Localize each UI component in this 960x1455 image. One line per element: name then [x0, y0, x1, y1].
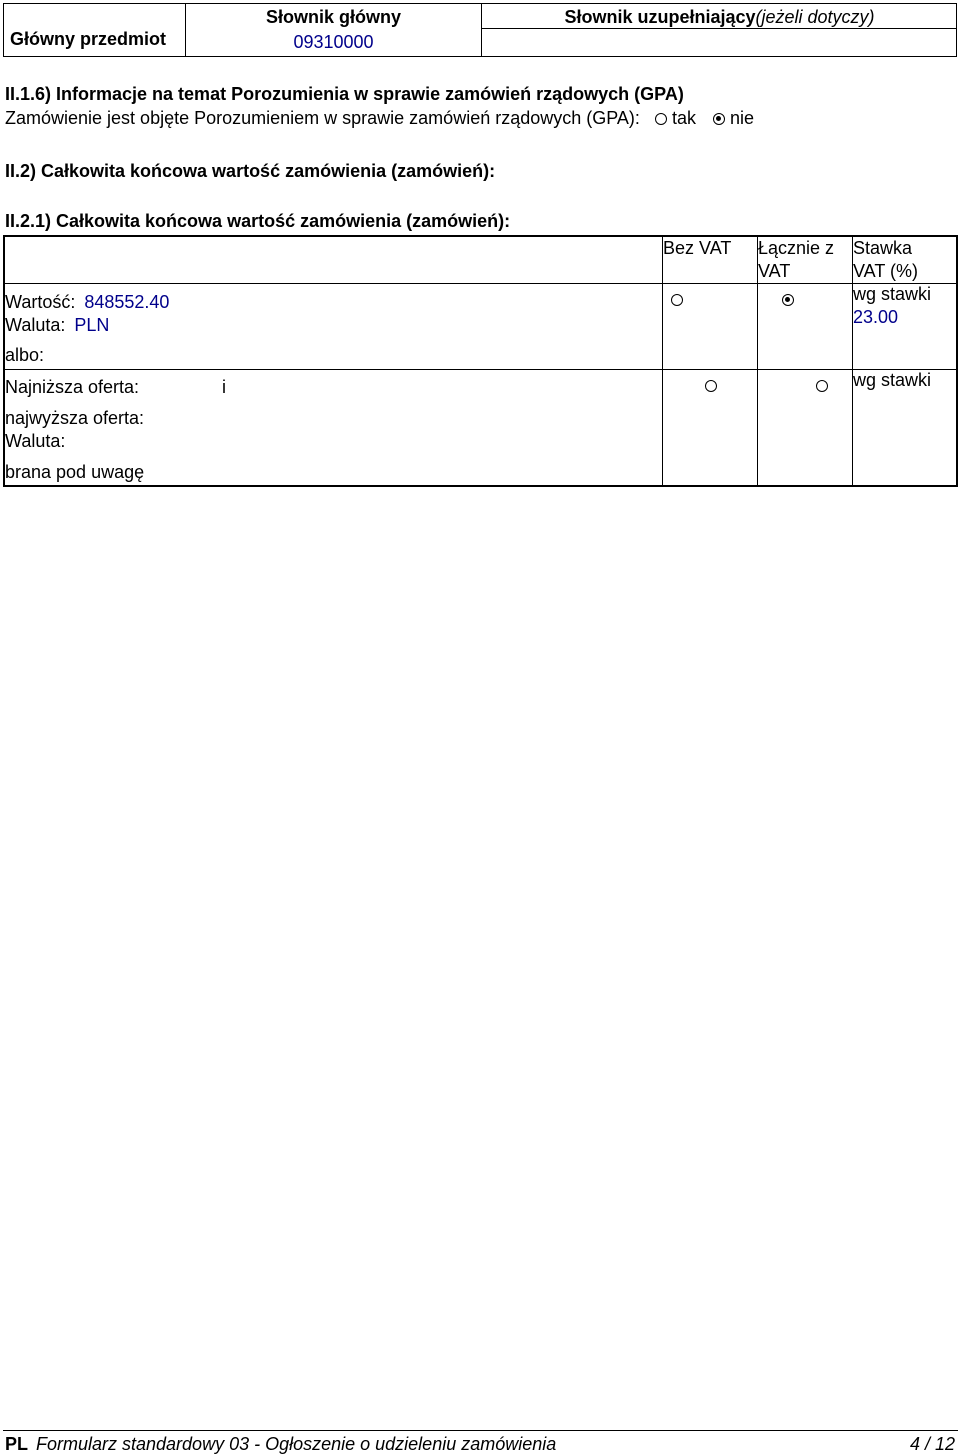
supp-dict-header-wrap	[482, 7, 957, 28]
value-label: Wartość:	[5, 292, 76, 312]
gpa-question-line	[5, 108, 754, 129]
row1-net-radio[interactable]	[671, 294, 683, 306]
section-2-2-heading: II.2) Całkowita końcowa wartość zamówienia (zamówień):	[5, 161, 496, 181]
currency-label: Waluta:	[5, 315, 66, 335]
considered-label: brana pod uwagę	[5, 462, 145, 482]
currency-line	[5, 315, 109, 336]
value-table	[3, 235, 958, 487]
gpa-yes-radio[interactable]	[655, 113, 667, 125]
cpv-header-divider	[481, 28, 957, 29]
row2-rate-label: wg stawki	[853, 370, 932, 390]
currency-value: PLN	[74, 315, 110, 335]
gpa-heading: II.1.6) Informacje na temat Porozumienia w sprawie zamówień rządowych (GPA)	[5, 84, 684, 104]
cpv-table	[3, 3, 957, 57]
gpa-no-label: nie	[730, 108, 755, 128]
col-gross-header-2: VAT	[758, 261, 791, 281]
supp-dict-note: (jeżeli dotyczy)	[755, 7, 875, 27]
col-rate-header-1: Stawka	[853, 238, 913, 258]
or-label: albo:	[5, 345, 45, 365]
row2-currency-label: Waluta:	[5, 431, 66, 451]
highest-offer-label: najwyższa oferta:	[5, 408, 145, 428]
gpa-question: Zamówienie jest objęte Porozumieniem w sprawie zamówień rządowych (GPA):	[5, 108, 640, 128]
value-row-divider-1	[5, 283, 956, 284]
gpa-no-radio[interactable]	[713, 113, 725, 125]
value-row-divider-2	[5, 369, 956, 370]
col-net-header: Bez VAT	[663, 238, 732, 258]
main-dict-header: Słownik główny	[265, 7, 401, 27]
row1-rate-value: 23.00	[853, 307, 899, 327]
row1-gross-radio[interactable]	[782, 294, 794, 306]
value-amount: 848552.40	[84, 292, 170, 312]
supp-dict-header: Słownik uzupełniający	[564, 7, 756, 27]
gpa-yes-label: tak	[671, 108, 696, 128]
and-label: i	[222, 377, 226, 397]
col-gross-header-1: Łącznie z	[758, 238, 835, 258]
footer-page: 4 / 12	[909, 1434, 955, 1454]
row2-net-radio[interactable]	[705, 380, 717, 392]
value-col-divider-1	[662, 237, 663, 485]
cpv-row-label: Główny przedmiot	[10, 29, 167, 49]
row2-gross-radio[interactable]	[816, 380, 828, 392]
section-2-2-1-heading: II.2.1) Całkowita końcowa wartość zamówienia (zamówień):	[5, 211, 511, 231]
value-line	[5, 292, 169, 313]
footer-lang: PL	[5, 1434, 29, 1454]
footer-rule	[3, 1430, 958, 1431]
footer-form-name: Formularz standardowy 03 - Ogłoszenie o udzieleniu zamówienia	[36, 1434, 557, 1454]
lowest-offer-label: Najniższa oferta:	[5, 377, 140, 397]
row1-rate-label: wg stawki	[853, 284, 932, 304]
col-rate-header-2: VAT (%)	[853, 261, 919, 281]
main-cpv-code: 09310000	[293, 32, 374, 52]
